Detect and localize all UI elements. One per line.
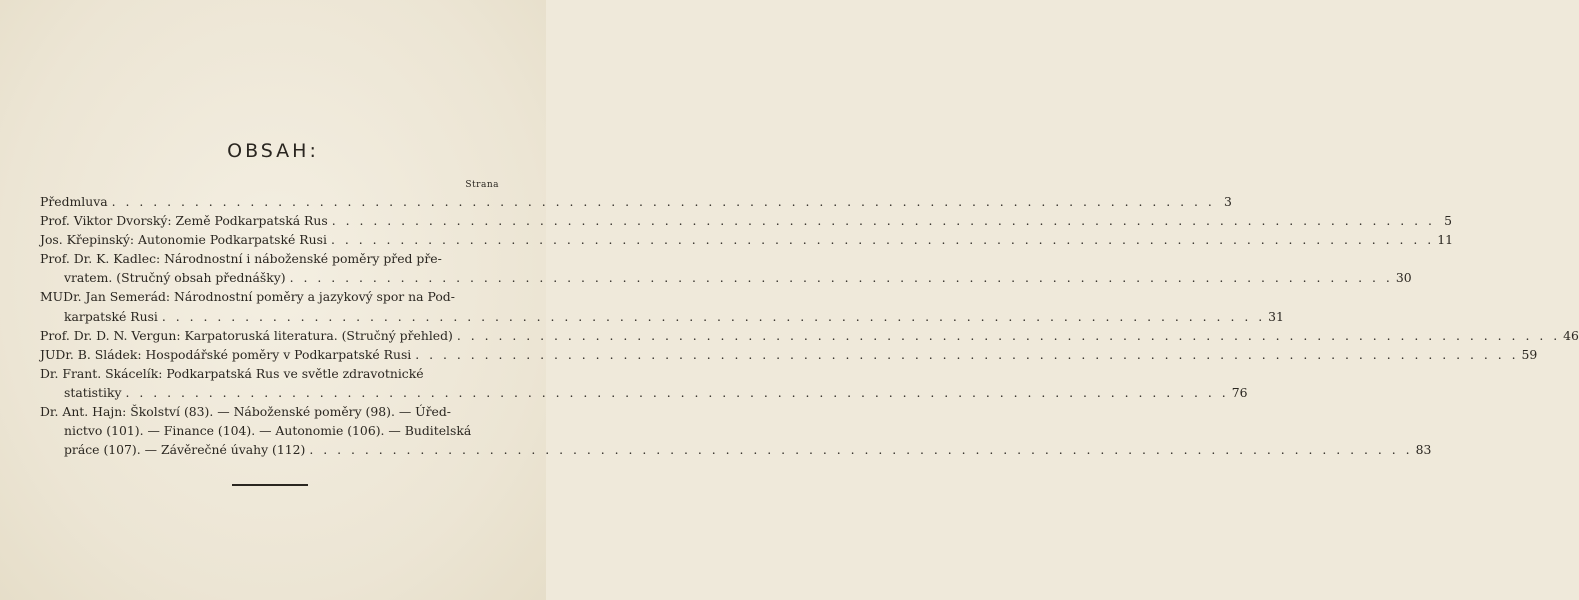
- toc-page-number: 3: [1223, 194, 1232, 209]
- page-column-label: Strana: [465, 180, 499, 190]
- dot-leader: . . . . . . . . . . . . . . . . . . . . . . . . . . . . . . . . . . . . . . . . . . . . . . . . . . . . . . . . . . . . . . . . . . . . . . . . . . . . . . . .: [111, 194, 1215, 209]
- toc-entry-text: nictvo (101). — Finance (104). — Autonomie (106). — Buditelská: [64, 423, 472, 439]
- toc-entry: [40, 345, 1538, 364]
- dot-leader: . . . . . . . . . . . . . . . . . . . . . . . . . . . . . . . . . . . . . . . . . . . . . . . . . . . . . . . . . . . . . . . . . . . . . . . . . . . . . . . .: [161, 308, 1266, 324]
- toc-page-number: 83: [1415, 442, 1432, 458]
- page-title: OBSAH:: [227, 140, 319, 162]
- toc-entry-line: [40, 192, 1232, 211]
- dot-leader: . . . . . . . . . . . . . . . . . . . . . . . . . . . . . . . . . . . . . . . . . . . . . . . . . . . . . . . . . . . . . . . . . . . . . . . . . . . . . . . .: [456, 327, 1561, 343]
- toc-entry-text: Jos. Křepinský: Autonomie Podkarpatské Rusi: [40, 232, 327, 248]
- toc-page-number: 59: [1521, 346, 1538, 362]
- toc-entry: [40, 326, 1579, 345]
- toc-entry: [40, 364, 1248, 402]
- toc-page-number: 11: [1437, 232, 1453, 248]
- toc-entry: [40, 230, 1453, 249]
- toc-entry-line: [40, 230, 1453, 249]
- toc-entry-text: Prof. Dr. K. Kadlec: Národnostní i náboženské poměry před pře-: [40, 251, 442, 267]
- dot-leader: . . . . . . . . . . . . . . . . . . . . . . . . . . . . . . . . . . . . . . . . . . . . . . . . . . . . . . . . . . . . . . . . . . . . . . . . . . . . . . . .: [309, 442, 1413, 458]
- toc-entry-continuation: [40, 421, 498, 440]
- dot-leader: . . . . . . . . . . . . . . . . . . . . . . . . . . . . . . . . . . . . . . . . . . . . . . . . . . . . . . . . . . . . . . . . . . . . . . . . . . . . . . . .: [415, 346, 1519, 362]
- toc-entry-text: karpatské Rusi: [64, 308, 158, 324]
- toc-entry-line: [40, 402, 498, 421]
- toc-entry-text: JUDr. B. Sládek: Hospodářské poměry v Podkarpatské Rusi: [40, 346, 412, 362]
- toc-entry-text: Předmluva: [40, 194, 108, 209]
- toc-entry: [40, 192, 1232, 211]
- toc-entry-continuation: [40, 307, 1284, 326]
- table-of-contents: [40, 192, 1579, 459]
- toc-entry: [40, 402, 1432, 459]
- toc-page-number: 30: [1395, 270, 1412, 286]
- toc-page-number: 31: [1268, 308, 1284, 324]
- toc-entry-continuation: [40, 440, 1432, 459]
- toc-page-number: 76: [1231, 384, 1248, 400]
- toc-entry-text: Prof. Dr. D. N. Vergun: Karpatoruská literatura. (Stručný přehled): [40, 327, 453, 343]
- toc-entry: [40, 287, 1284, 325]
- toc-entry: [40, 211, 1452, 230]
- toc-entry-line: [40, 364, 498, 383]
- toc-entry-line: [40, 287, 498, 306]
- toc-entry-continuation: [40, 383, 1248, 402]
- dot-leader: . . . . . . . . . . . . . . . . . . . . . . . . . . . . . . . . . . . . . . . . . . . . . . . . . . . . . . . . . . . . . . . . . . . . . . . . . . . . . . . .: [330, 232, 1435, 248]
- dot-leader: . . . . . . . . . . . . . . . . . . . . . . . . . . . . . . . . . . . . . . . . . . . . . . . . . . . . . . . . . . . . . . . . . . . . . . . . . . . . . . . .: [125, 384, 1229, 400]
- toc-entry-continuation: [40, 268, 1412, 287]
- toc-entry-line: [40, 345, 1538, 364]
- toc-entry-line: [40, 326, 1579, 345]
- toc-page-number: 5: [1444, 213, 1452, 229]
- toc-entry-line: [40, 211, 1452, 230]
- toc-entry-line: [40, 249, 498, 268]
- toc-entry-text: práce (107). — Závěrečné úvahy (112): [64, 442, 306, 458]
- toc-entry-text: MUDr. Jan Semerád: Národnostní poměry a jazykový spor na Pod-: [40, 289, 455, 305]
- dot-leader: . . . . . . . . . . . . . . . . . . . . . . . . . . . . . . . . . . . . . . . . . . . . . . . . . . . . . . . . . . . . . . . . . . . . . . . . . . . . . . . .: [331, 213, 1435, 229]
- toc-entry-text: Dr. Ant. Hajn: Školství (83). — Náboženské poměry (98). — Úřed-: [40, 404, 451, 420]
- toc-entry-text: Prof. Viktor Dvorský: Země Podkarpatská Rus: [40, 213, 328, 229]
- toc-entry-text: statistiky: [64, 384, 122, 400]
- toc-page-number: 46: [1563, 327, 1579, 343]
- dot-leader: . . . . . . . . . . . . . . . . . . . . . . . . . . . . . . . . . . . . . . . . . . . . . . . . . . . . . . . . . . . . . . . . . . . . . . . . . . . . . . . .: [289, 270, 1393, 286]
- toc-entry: [40, 249, 1412, 287]
- toc-entry-text: vratem. (Stručný obsah přednášky): [64, 270, 286, 286]
- closing-rule: [232, 484, 308, 486]
- toc-entry-text: Dr. Frant. Skácelík: Podkarpatská Rus ve světle zdravotnické: [40, 365, 424, 381]
